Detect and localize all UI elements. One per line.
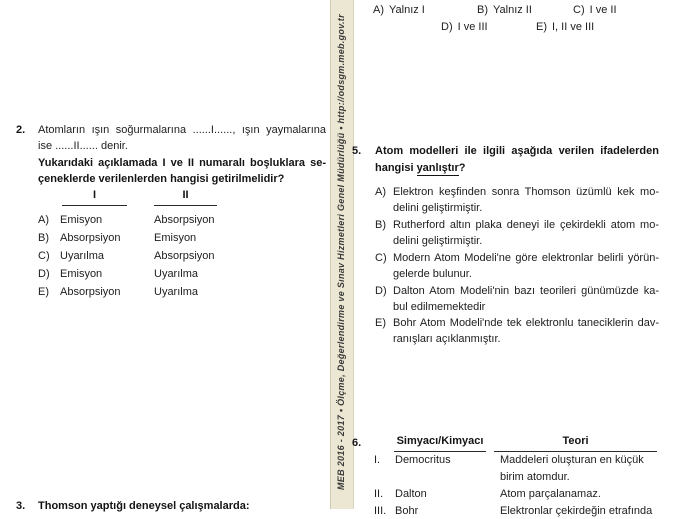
q2-option-c-col1: Uyarılma — [60, 250, 105, 262]
q5-option-a-letter: A) — [375, 186, 386, 198]
q5-option-e-line1: Bohr Atom Modeli'nde tek elektronlu taneciklerin dav- — [393, 317, 659, 329]
q2-option-e-letter: E) — [38, 286, 49, 298]
question-2-stem-line2: çeneklerde verilenlerden hangisi getirilmelidir? — [38, 173, 285, 185]
question-2-stem-line1: Yukarıdaki açıklamada I ve II numaralı boşluklara se- — [38, 157, 326, 169]
q6-row3-teori: Elektronlar çekirdeğin etrafında — [500, 505, 653, 517]
booklet-spine-text: MEB 2016 - 2017 • Ölçme, Değerlendirme ve Sınav Hizmetleri Genel Müdürlüğü • http://odsgm.meb.gov.tr — [336, 14, 346, 490]
q5-stem-suffix: ? — [458, 162, 466, 174]
q5-option-d-letter: D) — [375, 285, 387, 297]
q4-option-b-text: Yalnız II — [493, 4, 532, 16]
q4-option-a-letter: A) — [373, 4, 384, 16]
q4-option-b — [477, 3, 532, 18]
q5-option-b-line1: Rutherford altın plaka deneyi ile çekirdekli atom mo- — [393, 219, 659, 231]
booklet-spine-strip — [330, 0, 354, 509]
q4-option-c-text: I ve II — [589, 4, 617, 16]
q2-option-c-col2: Absorpsiyon — [154, 250, 215, 262]
q2-option-c-letter: C) — [38, 250, 50, 262]
q4-option-e-letter: E) — [536, 21, 547, 33]
q5-option-d-line1: Dalton Atom Modeli'nin bazı teorileri günümüzde ka- — [393, 285, 659, 297]
q4-option-e-text: I, II ve III — [552, 21, 595, 33]
q2-option-e-col1: Absorpsiyon — [60, 286, 121, 298]
q2-option-a-col2: Absorpsiyon — [154, 214, 215, 226]
q5-option-c-letter: C) — [375, 252, 387, 264]
question-2-intro-line2: ise ......II...... denir. — [38, 140, 128, 152]
q5-option-a-line1: Elektron keşfinden sonra Thomson üzümlü kek mo- — [393, 186, 659, 198]
q4-option-c — [573, 3, 617, 18]
q6-row2-name: Dalton — [395, 488, 427, 500]
q5-option-e-line2: ranışları açıklanmıştır. — [393, 333, 501, 345]
question-5-number: 5. — [352, 145, 362, 157]
q5-stem-underlined-word: yanlıştır — [416, 162, 459, 174]
q2-option-d-col1: Emisyon — [60, 268, 103, 280]
q2-option-b-letter: B) — [38, 232, 49, 244]
q2-option-d-letter: D) — [38, 268, 50, 280]
q6-row1-teori-line1: Maddeleri oluşturan en küçük — [500, 454, 644, 466]
q4-option-e — [536, 20, 594, 35]
question-5-stem-line2 — [375, 161, 465, 176]
q4-option-a-text: Yalnız I — [389, 4, 425, 16]
question-5-stem-line1: Atom modelleri ile ilgili aşağıda verilen ifadelerden — [375, 145, 659, 157]
q6-column-header-simyaci: Simyacı/Kimyacı — [394, 434, 486, 452]
question-3-number: 3. — [16, 500, 26, 512]
q2-option-a-col1: Emisyon — [60, 214, 103, 226]
q2-column-header-2: II — [154, 188, 217, 206]
q2-option-b-col2: Emisyon — [154, 232, 197, 244]
q6-column-header-teori: Teori — [494, 434, 657, 452]
q5-stem-prefix: hangisi — [375, 162, 417, 174]
q6-row3-roman: III. — [374, 505, 387, 517]
q5-option-b-letter: B) — [375, 219, 386, 231]
question-2-intro-line1: Atomların ışın soğurmalarına ......I......, ışın yaymalarına — [38, 124, 326, 136]
question-6-number: 6. — [352, 437, 362, 449]
q5-option-c-line1: Modern Atom Modeli'ne göre elektronlar belirli yörün- — [393, 252, 659, 264]
q2-option-e-col2: Uyarılma — [154, 286, 199, 298]
q4-option-a — [373, 3, 425, 18]
q5-option-e-letter: E) — [375, 317, 386, 329]
q5-option-d-line2: bul edilmemektedir — [393, 301, 486, 313]
q6-row1-name: Democritus — [395, 454, 451, 466]
question-3-stem: Thomson yaptığı deneysel çalışmalarda: — [38, 500, 250, 512]
q6-row2-teori: Atom parçalanamaz. — [500, 488, 601, 500]
q6-row1-roman: I. — [374, 454, 381, 466]
q2-option-d-col2: Uyarılma — [154, 268, 199, 280]
q5-option-c-line2: gelerde bulunur. — [393, 268, 472, 280]
q4-option-d-letter: D) — [441, 21, 453, 33]
q5-option-a-line2: delini geliştirmiştir. — [393, 202, 483, 214]
q6-row1-teori-line2: birim atomdur. — [500, 471, 570, 483]
q5-option-b-line2: delini geliştirmiştir. — [393, 235, 483, 247]
q4-option-c-letter: C) — [573, 4, 585, 16]
question-2-number: 2. — [16, 124, 26, 136]
q6-row2-roman: II. — [374, 488, 384, 500]
q4-option-d — [441, 20, 488, 35]
q4-option-b-letter: B) — [477, 4, 488, 16]
q6-row3-name: Bohr — [395, 505, 419, 517]
q2-column-header-1: I — [62, 188, 127, 206]
q2-option-a-letter: A) — [38, 214, 49, 226]
q2-option-b-col1: Absorpsiyon — [60, 232, 121, 244]
q4-option-d-text: I ve III — [457, 21, 488, 33]
